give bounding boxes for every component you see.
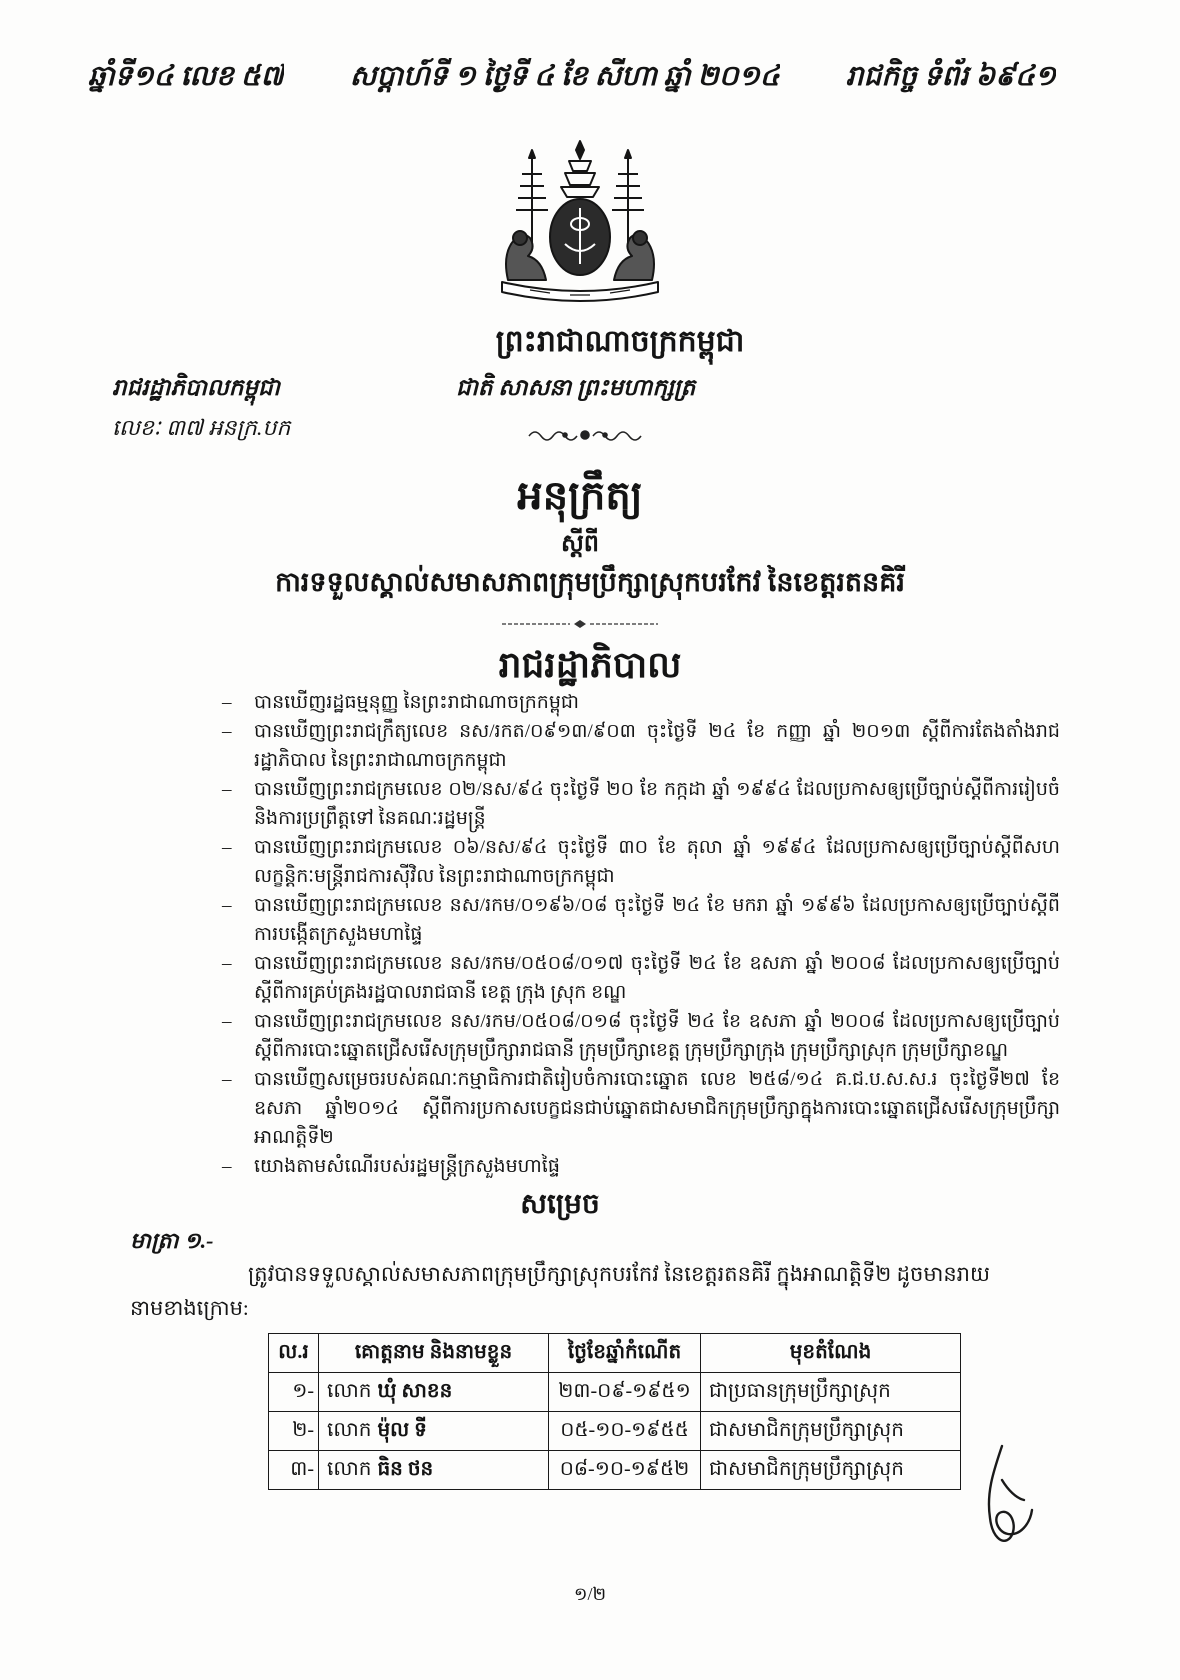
council-members-table [268,1333,961,1490]
consideration-item: – បានឃើញព្រះរាជក្រមលេខ នស/រកម/០៥០៨/០១៧ ចុះថ្ងៃទី ២៤ ខែ ឧសភា ឆ្នាំ ២០០៨ ដែលប្រកាសឲ្យប្រើច្បាប់ស្តីពីការគ្រប់គ្រងរដ្ឋបាលរាជធានី ខេត្ត ក្រុង ស្រុក ខណ្ឌ [222,949,1060,1007]
row-number: ១- [269,1373,319,1412]
member-position: ជាប្រធានក្រុមប្រឹក្សាស្រុក [701,1373,961,1412]
member-name: ធិន ថន [377,1458,434,1480]
member-name: ឃុំ សាខន [377,1380,453,1402]
gazette-week-date: សប្តាហ៍ទី ១ ថ្ងៃទី ៤ ខែ សីហា ឆ្នាំ ២០១៤ [349,61,780,92]
column-header-position: មុខតំណែង [701,1334,961,1373]
table-row [269,1412,961,1451]
member-name-cell [319,1412,549,1451]
member-name-cell [319,1373,549,1412]
member-name: ម៉ុល ទី [377,1419,427,1441]
row-number: ២- [269,1412,319,1451]
decorative-ornament-icon [525,424,645,446]
consideration-item: – បានឃើញព្រះរាជក្រមលេខ ០២/នស/៩៤ ចុះថ្ងៃទី ២០ ខែ កក្កដា ឆ្នាំ ១៩៩៤ ដែលប្រកាសឲ្យប្រើច្បាប់ស្តីពីការរៀបចំ និងការប្រព្រឹត្តទៅ នៃគណៈរដ្ឋមន្ត្រី [222,775,1060,833]
row-number: ៣- [269,1451,319,1490]
member-name-cell [319,1451,549,1490]
gazette-page-ref: រាជកិច្ច ទំព័រ ៦៩៤១ [845,61,1056,92]
member-birthdate: ២៣-០៩-១៩៥១ [549,1373,701,1412]
article-1-text: ត្រូវបានទទួលស្គាល់សមាសភាពក្រុមប្រឹក្សាស្រុកបរកែវ នៃខេត្តរតនគិរី ក្នុងអាណត្តិទី២ ដូចមានរាយនាមខាងក្រោម: [130,1262,990,1320]
column-header-birthdate: ថ្ងៃខែឆ្នាំកំណើត [549,1334,701,1373]
gazette-header [88,58,1056,99]
consideration-item: – បានឃើញព្រះរាជក្រមលេខ នស/រកម/០១៩៦/០៨ ចុះថ្ងៃទី ២៤ ខែ មករា ឆ្នាំ ១៩៩៦ ដែលប្រកាសឲ្យប្រើច្បាប់ស្តីពីការបង្កើតក្រសួងមហាផ្ទៃ [222,891,1060,949]
decision-heading: សម្រេច [520,1189,600,1220]
separator-line [500,618,660,630]
consideration-item: – បានឃើញរដ្ឋធម្មនុញ្ញ នៃព្រះរាជាណាចក្រកម្ពុជា [222,688,1060,717]
member-birthdate: ០៥-១០-១៩៥៥ [549,1412,701,1451]
member-position: ជាសមាជិកក្រុមប្រឹក្សាស្រុក [701,1451,961,1490]
member-title: លោក [327,1380,372,1402]
table-row [269,1451,961,1490]
reference-number: លេខៈ ៣៧ អនក្រ.បក [112,415,291,440]
royal-coat-of-arms-emblem [490,138,670,310]
table-row [269,1373,961,1412]
considerations-list [222,688,1060,1181]
page-number: ១/២ [573,1584,607,1604]
member-title: លោក [327,1419,372,1441]
document-subject: ការទទួលស្គាល់សមាសភាពក្រុមប្រឹក្សាស្រុកបរកែវ នៃខេត្តរតនគិរី [275,567,905,597]
kingdom-title: ព្រះរាជាណាចក្រកម្ពុជា [495,325,745,358]
consideration-item: – បានឃើញព្រះរាជក្រឹត្យលេខ នស/រកត/០៩១៣/៩០៣ ចុះថ្ងៃទី ២៤ ខែ កញ្ញា ឆ្នាំ ២០១៣ ស្តីពីការតែងតាំងរាជរដ្ឋាភិបាល នៃព្រះរាជាណាចក្រកម្ពុជា [222,717,1060,775]
consideration-item: – យោងតាមសំណើរបស់រដ្ឋមន្ត្រីក្រសួងមហាផ្ទៃ [222,1152,1060,1181]
government-name: រាជរដ្ឋាភិបាលកម្ពុជា [112,375,280,400]
document-on-label: ស្តីពី [560,531,600,557]
consideration-item: – បានឃើញព្រះរាជក្រមលេខ ០៦/នស/៩៤ ចុះថ្ងៃទី ៣០ ខែ តុលា ឆ្នាំ ១៩៩៤ ដែលប្រកាសឲ្យប្រើច្បាប់ស្តីពីសហលក្ខន្តិកៈមន្ត្រីរាជការស៊ីវិល នៃព្រះរាជាណាចក្រកម្ពុជា [222,833,1060,891]
gazette-year-issue: ឆ្នាំទី១៤ លេខ ៥៧ [88,61,284,92]
table-header-row [269,1334,961,1373]
document-body [0,688,1180,1490]
document-type-title: អនុក្រឹត្យ [517,473,643,518]
consideration-item: – បានឃើញសម្រេចរបស់គណៈកម្មាធិការជាតិរៀបចំការបោះឆ្នោត លេខ ២៥៨/១៤ គ.ជ.ប.ស.ស.រ ចុះថ្ងៃទី២៧ ខែឧសភា ឆ្នាំ២០១៤ ស្តីពីការប្រកាសបេក្ខជនជាប់ឆ្នោតជាសមាជិកក្រុមប្រឹក្សាក្នុងការបោះឆ្នោតជ្រើសរើសក្រុមប្រឹក្សាអាណត្តិទី២ [222,1065,1060,1152]
member-birthdate: ០៨-១០-១៩៥២ [549,1451,701,1490]
national-motto: ជាតិ សាសនា ព្រះមហាក្សត្រ [456,375,696,400]
column-header-name: គោត្តនាម និងនាមខ្លួន [319,1334,549,1373]
handwritten-initial-signature [972,1440,1042,1552]
member-title: លោក [327,1458,372,1480]
member-position: ជាសមាជិកក្រុមប្រឹក្សាស្រុក [701,1412,961,1451]
consideration-item: – បានឃើញព្រះរាជក្រមលេខ នស/រកម/០៥០៨/០១៨ ចុះថ្ងៃទី ២៤ ខែ ឧសភា ឆ្នាំ ២០០៨ ដែលប្រកាសឲ្យប្រើច្បាប់ស្តីពីការបោះឆ្នោតជ្រើសរើសក្រុមប្រឹក្សារាជធានី ក្រុមប្រឹក្សាខេត្ត ក្រុមប្រឹក្សាក្រុង ក្រុមប្រឹក្សាស្រុក ក្រុមប្រឹក្សាខណ្ឌ [222,1007,1060,1065]
column-header-number: ល.រ [269,1334,319,1373]
issuer-heading: រាជរដ្ឋាភិបាល [498,645,682,685]
article-1-label: មាត្រា ១.- [130,1228,214,1253]
